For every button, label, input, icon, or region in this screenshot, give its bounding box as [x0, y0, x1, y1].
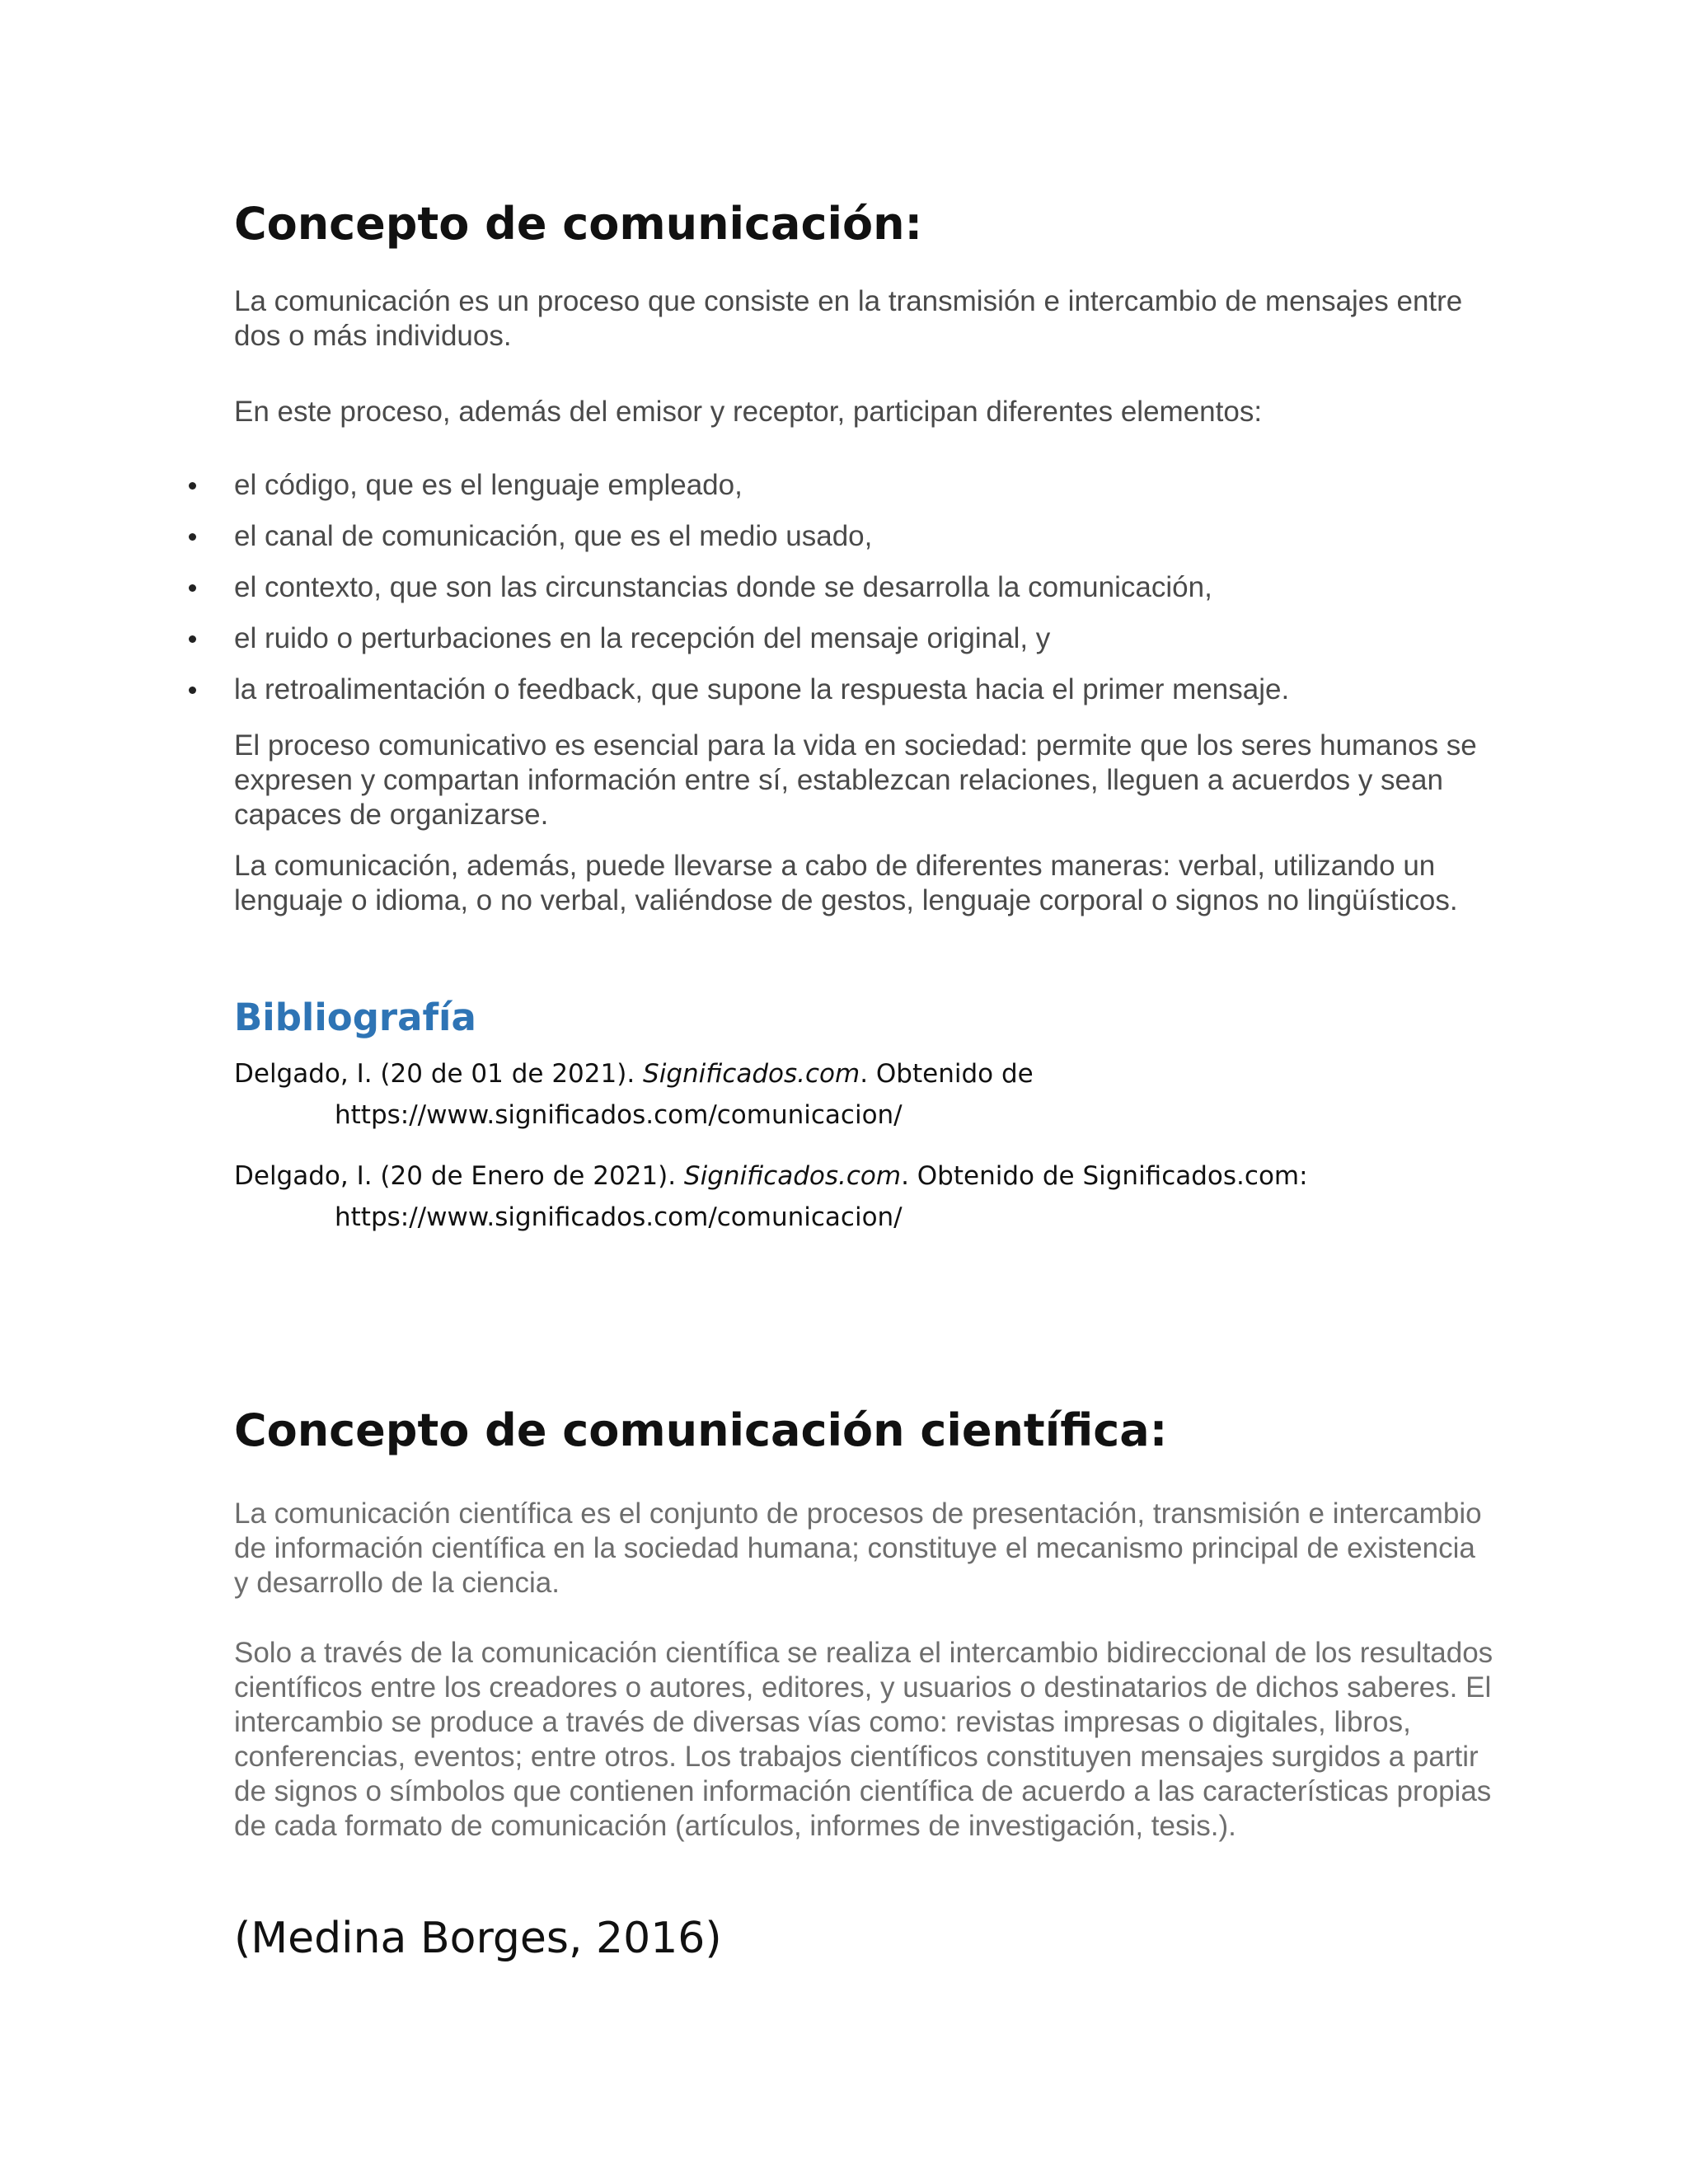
ref-rest: . Obtenido de Significados.com:	[901, 1161, 1308, 1191]
ref-author-date: Delgado, I. (20 de 01 de 2021).	[234, 1059, 644, 1089]
ref-url: https://www.significados.com/comunicacion/	[335, 1100, 903, 1130]
bullet-icon	[189, 687, 196, 694]
paragraph-verbal-nonverbal: La comunicación, además, puede llevarse a cabo de diferentes maneras: verbal, utilizando un lenguaje o idioma, o no verbal, valiéndose de gestos, lenguaje corporal o signos no lingüísticos.	[234, 850, 1458, 916]
bullet-icon	[189, 635, 196, 643]
paragraph-elements-intro: En este proceso, además del emisor y receptor, participan diferentes elementos:	[234, 396, 1263, 428]
list-item	[234, 468, 1520, 519]
citation: (Medina Borges, 2016)	[234, 1914, 722, 1963]
ref-source: Significados.com	[683, 1161, 902, 1191]
ref-source: Significados.com	[643, 1059, 860, 1089]
list-item	[234, 621, 1520, 673]
ref-rest: . Obtenido de	[860, 1059, 1034, 1089]
section-title-comunicacion: Concepto de comunicación:	[234, 198, 923, 250]
list-item	[234, 673, 1520, 724]
bibliography-entry	[234, 1053, 1553, 1136]
ref-author-date: Delgado, I. (20 de Enero de 2021).	[234, 1161, 684, 1191]
paragraph-scientific-definition: La comunicación científica es el conjunto de procesos de presentación, transmisión e intercambio de información científica en la sociedad humana; constituye el mecanismo principal de existencia y desarrollo de la ciencia.	[234, 1497, 1482, 1599]
section-title-comunicacion-cientifica: Concepto de comunicación científica:	[234, 1404, 1168, 1456]
elements-list	[234, 468, 1520, 724]
bibliography-heading: Bibliografía	[234, 996, 476, 1039]
list-item-text: el contexto, que son las circunstancias donde se desarrolla la comunicación,	[234, 571, 1212, 603]
paragraph-definition: La comunicación es un proceso que consiste en la transmisión e intercambio de mensajes entre dos o más individuos.	[234, 285, 1463, 352]
list-item-text: el canal de comunicación, que es el medio usado,	[234, 520, 873, 552]
paragraph-process-essential: El proceso comunicativo es esencial para la vida en sociedad: permite que los seres humanos se expresen y compartan información entre sí, establezcan relaciones, lleguen a acuerdos y sean capaces de organizarse.	[234, 729, 1477, 831]
paragraph-scientific-exchange: Solo a través de la comunicación científica se realiza el intercambio bidireccional de los resultados científicos entre los creadores o autores, editores, y usuarios o destinatarios de dichos saberes. El intercambio se produce a través de diversas vías como: revistas impresas o digitales, libros, conferencias, eventos; entre otros. Los trabajos científicos constituyen mensajes surgidos a partir de signos o símbolos que contienen información científica de acuerdo a las características propias de cada formato de comunicación (artículos, informes de investigación, tesis.).	[234, 1637, 1493, 1842]
bullet-icon	[189, 533, 196, 541]
bullet-icon	[189, 482, 196, 490]
list-item	[234, 519, 1520, 570]
list-item-text: el ruido o perturbaciones en la recepción del mensaje original, y	[234, 622, 1051, 654]
bullet-icon	[189, 584, 196, 592]
bibliography-entry	[234, 1155, 1553, 1238]
ref-url: https://www.significados.com/comunicacion/	[335, 1202, 903, 1232]
list-item	[234, 570, 1520, 621]
list-item-text: el código, que es el lenguaje empleado,	[234, 469, 743, 501]
list-item-text: la retroalimentación o feedback, que supone la respuesta hacia el primer mensaje.	[234, 673, 1290, 705]
